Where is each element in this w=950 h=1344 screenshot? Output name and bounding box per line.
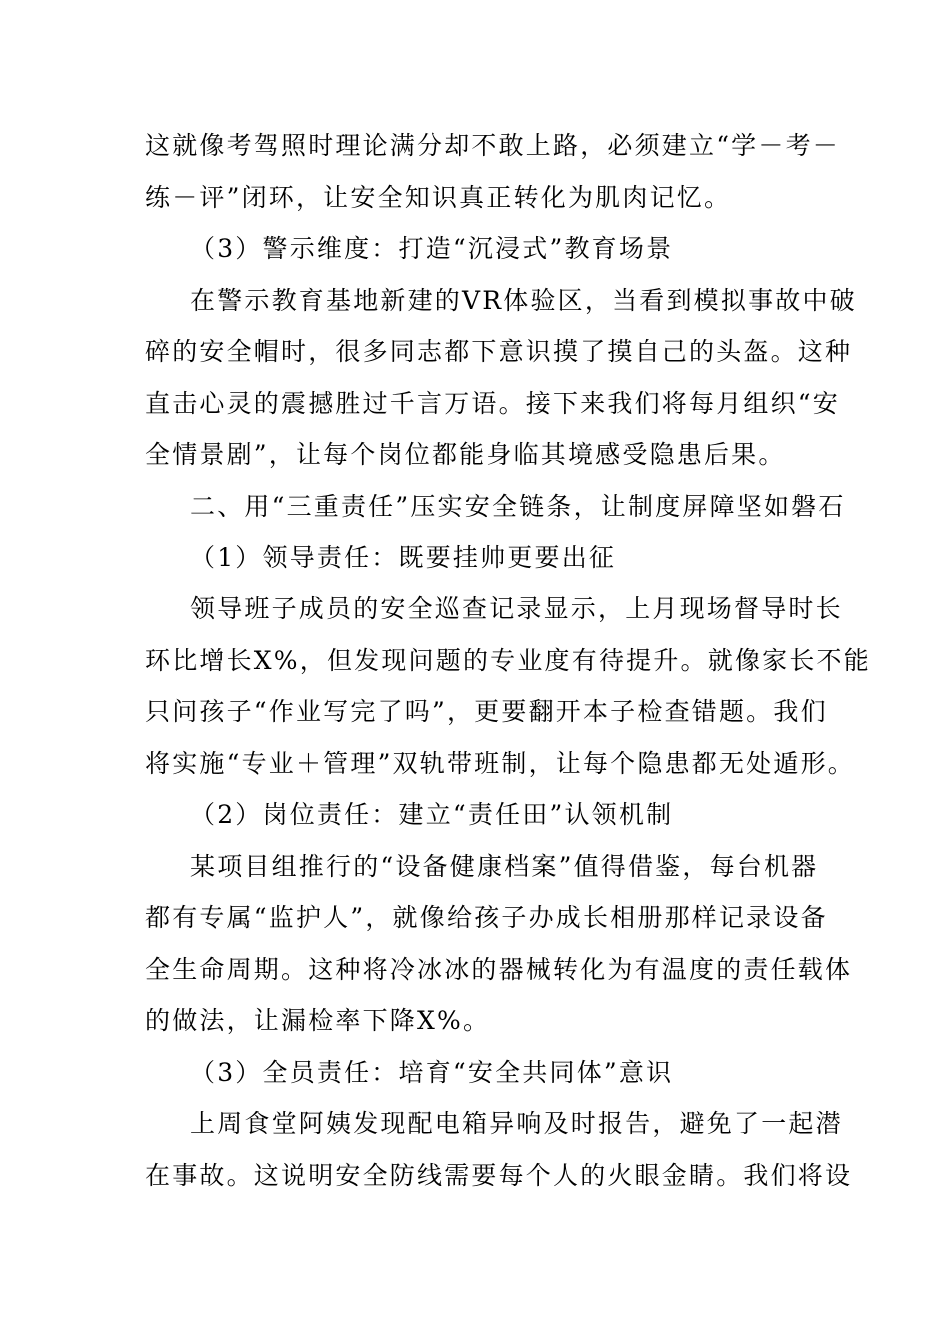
body-text-line: 练－评”闭环，让安全知识真正转化为肌肉记忆。 xyxy=(145,183,732,212)
subsection-heading: （1）领导责任：既要挂帅更要出征 xyxy=(190,543,617,572)
section-heading: 二、用“三重责任”压实安全链条，让制度屏障坚如磐石 xyxy=(190,492,846,521)
body-text-line: 某项目组推行的“设备健康档案”值得借鉴，每台机器 xyxy=(190,852,819,881)
body-text-line: 的做法，让漏检率下降X%。 xyxy=(145,1006,491,1035)
body-text-line: 上周食堂阿姨发现配电箱异响及时报告，避免了一起潜 xyxy=(190,1109,843,1138)
body-text-line: 在事故。这说明安全防线需要每个人的火眼金睛。我们将设 xyxy=(145,1161,853,1190)
body-text-line: 只问孩子“作业写完了吗”，更要翻开本子检查错题。我们 xyxy=(145,697,828,726)
body-text-line: 领导班子成员的安全巡查记录显示，上月现场督导时长 xyxy=(190,594,843,623)
body-text-line: 这就像考驾照时理论满分却不敢上路，必须建立“学－考－ xyxy=(145,131,840,160)
body-text-line: 全生命周期。这种将冷冰冰的器械转化为有温度的责任载体 xyxy=(145,955,853,984)
body-text-line: 将实施“专业＋管理”双轨带班制，让每个隐患都无处遁形。 xyxy=(145,749,855,778)
body-text-line: 直击心灵的震撼胜过千言万语。接下来我们将每月组织“安 xyxy=(145,389,840,418)
body-text-line: 都有专属“监护人”，就像给孩子办成长相册那样记录设备 xyxy=(145,903,828,932)
body-text-line: 碎的安全帽时，很多同志都下意识摸了摸自己的头盔。这种 xyxy=(145,337,853,366)
subsection-heading: （2）岗位责任：建立“责任田”认领机制 xyxy=(190,800,674,829)
subsection-heading: （3）全员责任：培育“安全共同体”意识 xyxy=(190,1058,674,1087)
body-text-line: 在警示教育基地新建的VR体验区，当看到模拟事故中破 xyxy=(190,286,857,315)
subsection-heading: （3）警示维度：打造“沉浸式”教育场景 xyxy=(190,234,674,263)
body-text-line: 环比增长X%，但发现问题的专业度有待提升。就像家长不能 xyxy=(145,646,871,675)
body-text-line: 全情景剧”，让每个岗位都能身临其境感受隐患后果。 xyxy=(145,440,786,469)
